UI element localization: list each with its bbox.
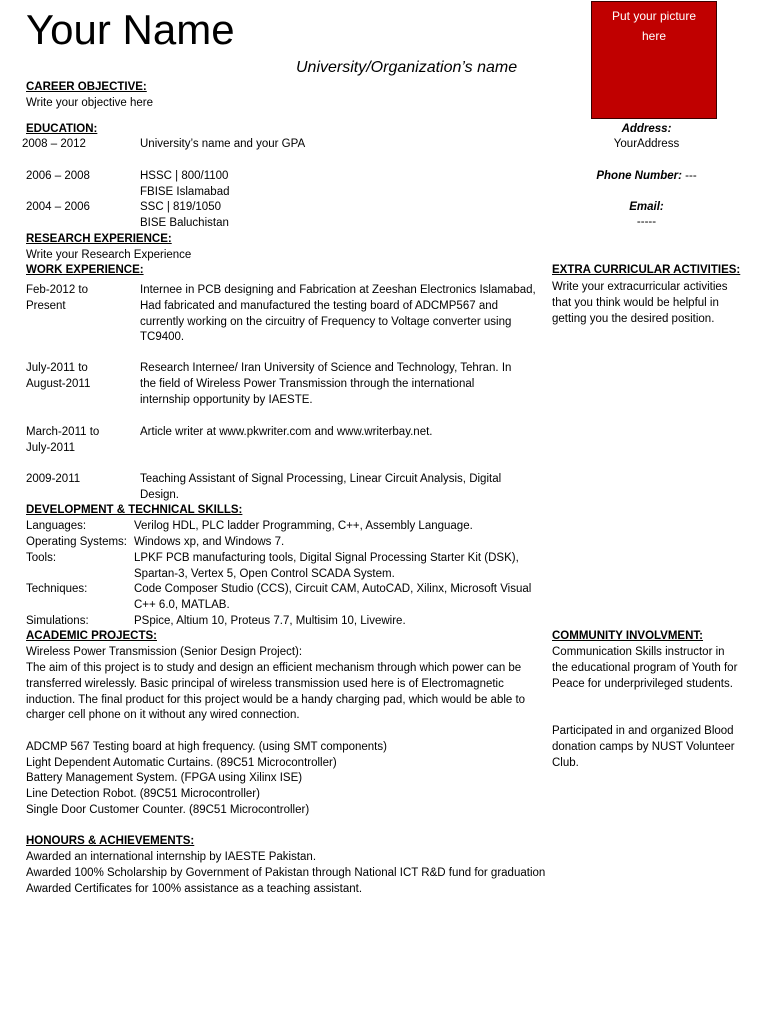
skill-label: Tools: — [26, 552, 57, 564]
organization-name: University/Organization’s name — [296, 59, 518, 76]
research-heading: RESEARCH EXPERIENCE: — [26, 233, 172, 245]
academic-projects-heading: ACADEMIC PROJECTS: — [26, 630, 157, 642]
community-text: Participated in and organized Blood donation camps by NUST Volunteer Club. — [552, 725, 735, 769]
phone-row — [574, 169, 719, 185]
email-value: ----- — [636, 216, 657, 228]
skill-label: Operating Systems: — [26, 536, 127, 548]
work-description: Research Internee/ Iran University of Science and Technology, Tehran. In the field of Wireless Power Transmission through the international internship opportunity by IAESTE. — [140, 362, 512, 406]
career-objective-text: Write your objective here — [26, 97, 153, 109]
skill-value: LPKF PCB manufacturing tools, Digital Signal Processing Starter Kit (DSK), Spartan-3, Vertex 5, Open Control SCADA System. — [134, 552, 519, 580]
photo-placeholder[interactable]: Put your picture here — [591, 1, 717, 119]
education-years: 2004 – 2006 — [26, 201, 90, 213]
education-detail: SSC | 819/1050 — [140, 201, 221, 213]
project-item: Light Dependent Automatic Curtains. (89C51 Microcontroller) — [26, 757, 337, 769]
honour-item: Awarded 100% Scholarship by Government of Pakistan through National ICT R&D fund for graduation — [26, 867, 546, 879]
education-heading: EDUCATION: — [26, 123, 98, 135]
skill-label: Languages: — [26, 520, 87, 532]
honour-item: Awarded Certificates for 100% assistance as a teaching assistant. — [26, 883, 363, 895]
education-institution: BISE Baluchistan — [140, 217, 229, 229]
honours-heading: HONOURS & ACHIEVEMENTS: — [26, 835, 195, 847]
project-item: Battery Management System. (FPGA using Xilinx ISE) — [26, 772, 303, 784]
work-description: Article writer at www.pkwriter.com and www.writerbay.net. — [140, 426, 433, 438]
education-years: 2006 – 2008 — [26, 170, 90, 182]
work-date: March-2011 to July-2011 — [26, 426, 100, 454]
skill-value: Code Composer Studio (CCS), Circuit CAM, AutoCAD, Xilinx, Microsoft Visual C++ 6.0, MATLAB. — [134, 583, 532, 611]
project-item: Line Detection Robot. (89C51 Microcontroller) — [26, 788, 260, 800]
education-institution: FBISE Islamabad — [140, 186, 230, 198]
address-value: YourAddress — [613, 138, 680, 150]
work-experience-heading: WORK EXPERIENCE: — [26, 264, 144, 276]
research-text: Write your Research Experience — [26, 249, 192, 261]
senior-project-description: The aim of this project is to study and design an efficient mechanism through which power can be transferred wirelessly. Basic principal of wireless transmission used here is of Electromagnetic induction. The final product for this project would be a handy charging pad, which would be able to charger cell phone on it without any wired connection. — [26, 662, 526, 722]
work-description: Internee in PCB designing and Fabrication at Zeeshan Electronics Islamabad, Had fabricated and manufactured the testing board of ADCMP567 and currently working on the circuitry of Frequency to Voltage converter using TC9400. — [140, 284, 536, 344]
extracurricular-text: Write your extracurricular activities that you think would be helpful in getting you the desired position. — [552, 281, 728, 325]
phone-label: Phone Number: — [596, 170, 682, 182]
work-date: Feb-2012 to Present — [26, 284, 89, 312]
career-objective-heading: CAREER OBJECTIVE: — [26, 81, 147, 93]
skill-value: Verilog HDL, PLC ladder Programming, C++, Assembly Language. — [134, 520, 473, 532]
skills-heading: DEVELOPMENT & TECHNICAL SKILLS: — [26, 504, 243, 516]
project-item: ADCMP 567 Testing board at high frequency. (using SMT components) — [26, 741, 387, 753]
education-detail: University’s name and your GPA — [140, 138, 306, 150]
education-years: 2008 – 2012 — [22, 138, 86, 150]
skill-value: Windows xp, and Windows 7. — [134, 536, 285, 548]
email-label: Email: — [629, 201, 664, 213]
community-heading: COMMUNITY INVOLVMENT: — [552, 630, 703, 642]
resume-name: Your Name — [26, 6, 235, 53]
work-date: July-2011 to August-2011 — [26, 362, 91, 390]
honour-item: Awarded an international internship by IAESTE Pakistan. — [26, 851, 317, 863]
work-description: Teaching Assistant of Signal Processing, Linear Circuit Analysis, Digital Design. — [140, 473, 502, 501]
extracurricular-heading: EXTRA CURRICULAR ACTIVITIES: — [552, 264, 741, 276]
project-item: Single Door Customer Counter. (89C51 Microcontroller) — [26, 804, 310, 816]
skill-label: Techniques: — [26, 583, 88, 595]
work-date: 2009-2011 — [26, 473, 81, 485]
education-detail: HSSC | 800/1100 — [140, 170, 229, 182]
senior-project-title: Wireless Power Transmission (Senior Design Project): — [26, 646, 303, 658]
community-text: Communication Skills instructor in the educational program of Youth for Peace for underprivileged students. — [552, 646, 738, 690]
address-label: Address: — [621, 123, 672, 135]
skill-label: Simulations: — [26, 615, 89, 627]
phone-value: --- — [681, 170, 697, 182]
skill-value: PSpice, Altium 10, Proteus 7.7, Multisim 10, Livewire. — [134, 615, 406, 627]
